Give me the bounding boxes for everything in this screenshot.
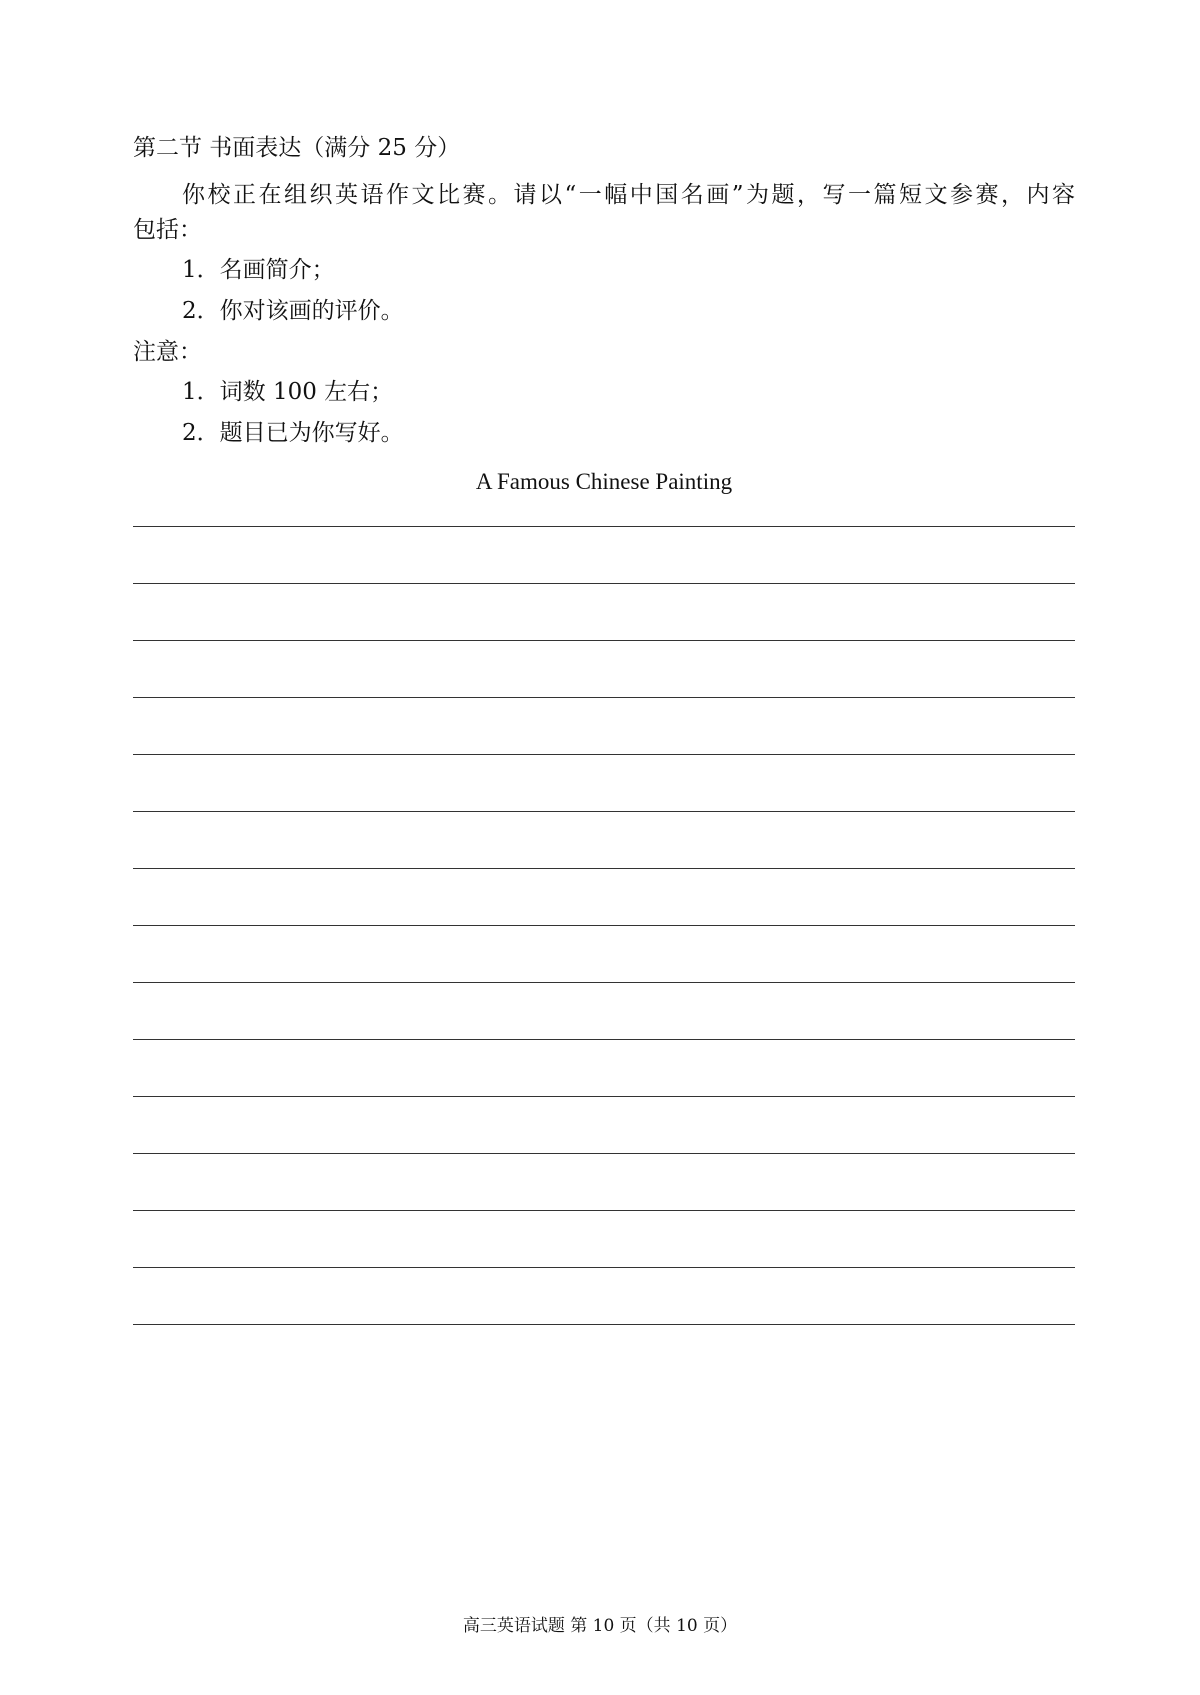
prompt-text: 你校正在组织英语作文比赛。请以“一幅中国名画”为题，写一篇短文参赛，内容 [182, 182, 1075, 208]
answer-line[interactable] [133, 698, 1075, 755]
answer-line[interactable] [133, 527, 1075, 584]
answer-line[interactable] [133, 1154, 1075, 1211]
answer-writing-area[interactable] [133, 526, 1075, 1325]
answer-line[interactable] [133, 812, 1075, 869]
essay-title: A Famous Chinese Painting [475, 469, 733, 494]
content-item: 2．你对该画的评价。 [182, 298, 404, 324]
answer-line[interactable] [133, 1211, 1075, 1268]
answer-line[interactable] [133, 983, 1075, 1040]
notes-heading: 注意： [133, 339, 202, 365]
page-footer: 高三英语试题 第 10 页（共 10 页） [462, 1616, 738, 1636]
note-item: 2．题目已为你写好。 [182, 420, 404, 446]
answer-line[interactable] [133, 641, 1075, 698]
answer-line[interactable] [133, 1040, 1075, 1097]
section-heading: 第二节 书面表达（满分 25 分） [133, 135, 461, 161]
answer-line[interactable] [133, 1097, 1075, 1154]
answer-line[interactable] [133, 584, 1075, 641]
note-item: 1．词数 100 左右； [182, 379, 394, 405]
prompt-text-continued: 包括： [133, 217, 202, 243]
answer-line[interactable] [133, 926, 1075, 983]
answer-line[interactable] [133, 1268, 1075, 1325]
answer-line[interactable] [133, 755, 1075, 812]
content-item: 1．名画简介； [182, 257, 335, 283]
answer-line[interactable] [133, 869, 1075, 926]
